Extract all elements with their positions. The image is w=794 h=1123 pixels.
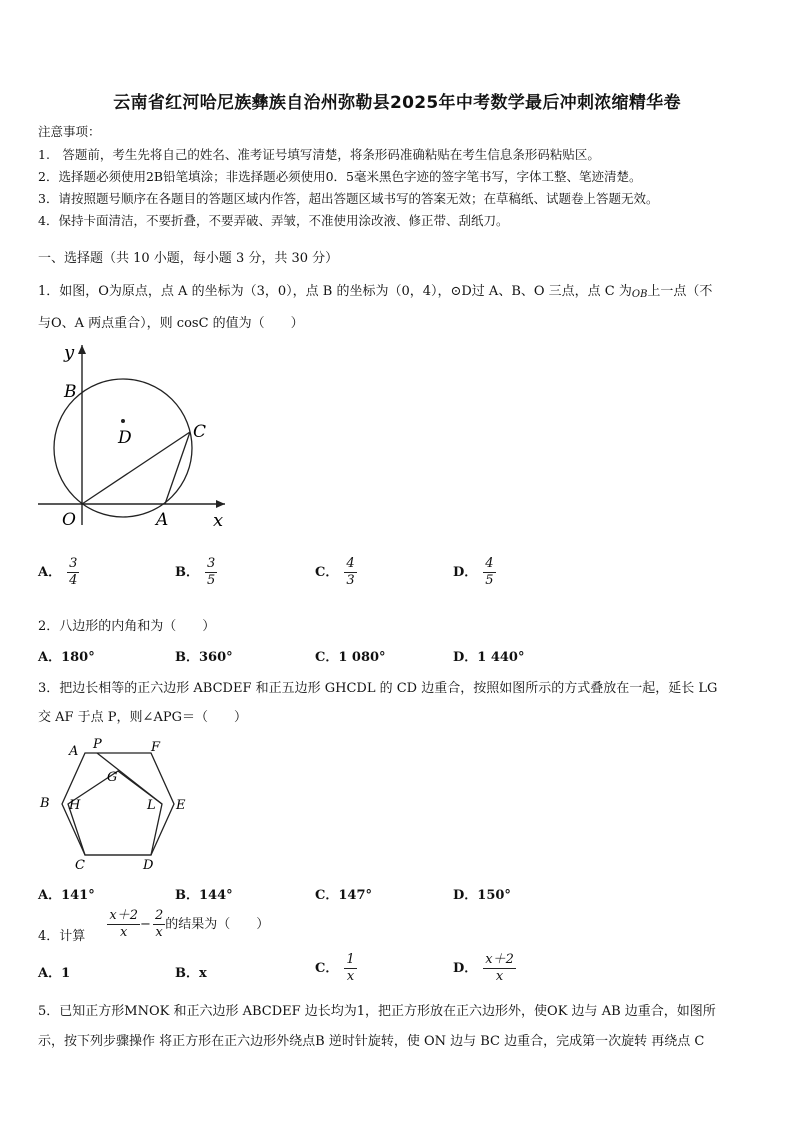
q4-option-a[interactable]: A．1 xyxy=(38,966,71,981)
center-point-d xyxy=(121,419,125,423)
q3-option-c[interactable]: C．147° xyxy=(315,888,372,903)
q2-option-a[interactable]: A．180° xyxy=(38,650,95,665)
denominator: x xyxy=(107,924,140,941)
q5-line2: 示，按下列步骤操作 将正方形在正六边形外绕点B 逆时针旋转，使 ON 边与 BC 边重合，完成第一次旋转 再绕点 C xyxy=(38,1034,705,1049)
q1-line1-before: 1．如图，O为原点，点 A 的坐标为（3，0），点 B 的坐标为（0，4），⊙D过 A、B、O 三点，点 C 为 xyxy=(38,284,632,299)
label-c: C xyxy=(193,422,207,442)
numerator: x＋2 xyxy=(485,952,514,967)
q4-suffix: 的结果为（ ） xyxy=(165,917,270,932)
label-h: H xyxy=(69,798,81,813)
q1-option-b[interactable] xyxy=(175,556,217,589)
denominator: 5 xyxy=(485,573,494,588)
fraction xyxy=(483,556,495,589)
q1-option-a[interactable] xyxy=(38,556,79,589)
q5-line1: 5．已知正方形MNOK 和正六边形 ABCDEF 边长均为1，把正方形放在正六边形外，使OK 边与 AB 边重合，如图所 xyxy=(38,1004,716,1019)
q4-line xyxy=(38,908,270,944)
option-letter: C． xyxy=(315,961,339,976)
fraction xyxy=(205,556,217,589)
label-g: G xyxy=(107,770,118,785)
label-d: D xyxy=(118,428,132,448)
q4-option-c[interactable] xyxy=(315,952,357,985)
label-b: B xyxy=(40,796,50,811)
q2-option-d[interactable]: D．1 440° xyxy=(453,650,525,665)
y-axis-arrow xyxy=(78,345,86,354)
q3-line2: 交 AF 于点 P，则∠APG＝（ ） xyxy=(38,710,247,725)
fraction xyxy=(344,556,356,589)
segment-ac xyxy=(165,432,190,504)
notice-item-3: 3．请按照题号顺序在各题目的答题区域内作答，超出答题区域书写的答案无效；在草稿纸、试题卷上答题无效。 xyxy=(38,191,659,206)
notice-item-1: 1. 答题前，考生先将自己的姓名、准考证号填写清楚，将条形码准确粘贴在考生信息条形码粘贴区。 xyxy=(38,147,600,162)
q4-fraction-1 xyxy=(107,908,140,941)
q4-option-d[interactable] xyxy=(453,952,516,985)
q1-option-c[interactable] xyxy=(315,556,357,589)
q3-line1: 3．把边长相等的正六边形 ABCDEF 和正五边形 GHCDL 的 CD 边重合，按照如图所示的方式叠放在一起，延长 LG xyxy=(38,681,718,696)
numerator: x＋2 xyxy=(109,908,139,923)
minus-sign: − xyxy=(140,917,151,932)
q4-option-b[interactable]: B．x xyxy=(175,966,207,981)
notice-item-2: 2．选择题必须使用2B铅笔填涂；非选择题必须使用0．5毫米黑色字迹的签字笔书写，字体工整、笔迹清楚。 xyxy=(38,169,642,184)
q1-arc-label: OB xyxy=(631,289,648,300)
numerator: 3 xyxy=(69,556,78,571)
q1-line1-after: 上一点（不 xyxy=(647,284,713,299)
denominator: 3 xyxy=(346,573,355,588)
q2-text: 2．八边形的内角和为（ ） xyxy=(38,619,216,634)
denominator: x xyxy=(483,968,516,985)
q3-option-b[interactable]: B．144° xyxy=(175,888,233,903)
label-o: O xyxy=(62,510,76,530)
option-letter: C． xyxy=(315,565,339,580)
denominator: 5 xyxy=(207,573,216,588)
label-f: F xyxy=(151,740,161,755)
label-a: A xyxy=(156,510,169,530)
denominator: x xyxy=(344,968,356,985)
label-l: L xyxy=(147,798,156,813)
q4-prefix: 4．计算 xyxy=(38,929,86,944)
label-p: P xyxy=(93,737,102,752)
fraction xyxy=(67,556,79,589)
numerator: 3 xyxy=(207,556,216,571)
numerator: 1 xyxy=(346,952,355,967)
option-letter: B． xyxy=(175,565,199,580)
option-letter: D． xyxy=(453,565,478,580)
q1-option-d[interactable] xyxy=(453,556,496,589)
segment-oc xyxy=(82,432,190,504)
option-letter: D． xyxy=(453,961,478,976)
q3-figure xyxy=(35,735,195,873)
label-d: D xyxy=(143,858,154,873)
fraction xyxy=(483,952,516,985)
label-a: A xyxy=(69,744,79,759)
numerator: 2 xyxy=(154,908,164,923)
q1-line1 xyxy=(38,280,712,299)
denominator: 4 xyxy=(69,573,78,588)
notice-item-4: 4．保持卡面清洁，不要折叠，不要弄破、弄皱，不准使用涂改液、修正带、刮纸刀。 xyxy=(38,213,509,228)
q4-fraction-2 xyxy=(153,908,165,941)
numerator: 4 xyxy=(346,556,355,571)
label-x: x xyxy=(213,510,224,531)
denominator: x xyxy=(153,924,165,941)
label-b: B xyxy=(64,382,77,402)
numerator: 4 xyxy=(485,556,494,571)
x-axis-arrow xyxy=(216,500,225,508)
q1-figure xyxy=(30,340,235,535)
notice-heading: 注意事项： xyxy=(38,124,101,139)
label-e: E xyxy=(176,798,186,813)
q3-option-d[interactable]: D．150° xyxy=(453,888,511,903)
q2-option-c[interactable]: C．1 080° xyxy=(315,650,386,665)
option-letter: A． xyxy=(38,565,62,580)
q2-option-b[interactable]: B．360° xyxy=(175,650,233,665)
label-c: C xyxy=(75,858,85,873)
page-title: 云南省红河哈尼族彝族自治州弥勒县2025年中考数学最后冲刺浓缩精华卷 xyxy=(113,93,681,113)
fraction xyxy=(344,952,356,985)
q3-option-a[interactable]: A．141° xyxy=(38,888,95,903)
label-y: y xyxy=(64,342,75,363)
section-heading: 一、选择题（共 10 小题，每小题 3 分，共 30 分） xyxy=(38,251,339,266)
q1-line2: 与O、A 两点重合），则 cosC 的值为（ ） xyxy=(38,316,304,331)
